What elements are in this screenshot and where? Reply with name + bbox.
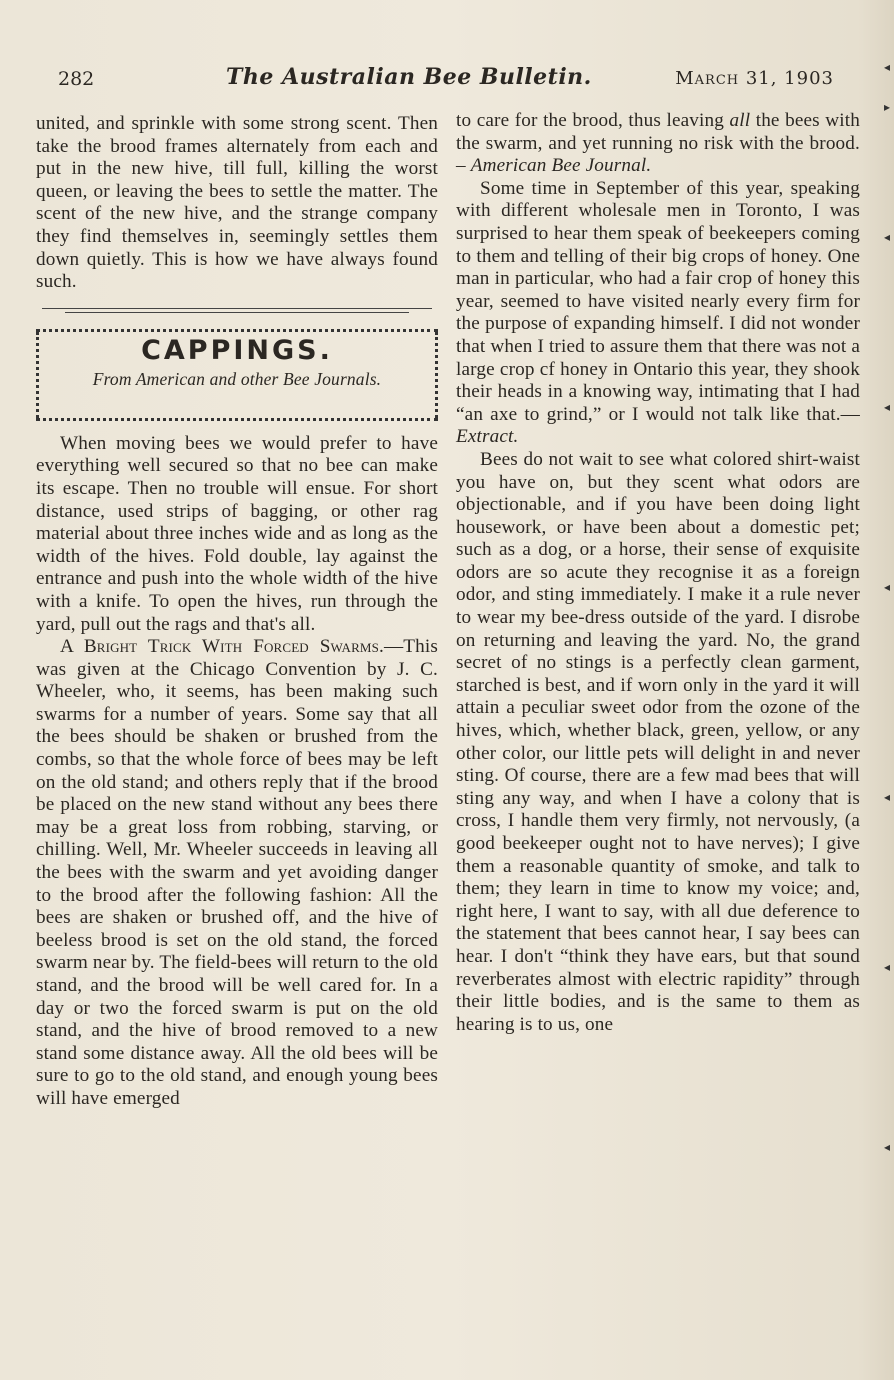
page-number: 282: [58, 68, 95, 90]
cappings-subtitle: From American and other Bee Journals.: [92, 369, 382, 390]
left-paragraph-3: [36, 636, 438, 1110]
left-paragraph-1: united, and sprinkle with some strong scent. Then take the brood frames alternately from each and put in the new hive, till full, killing the worst queen, or leaving the bees to settle the matter. The scent of the new hive, and the strange company they find themselves in, seemingly settles them down quietly. This is how we have always found such.: [36, 113, 438, 293]
page-header: [36, 62, 844, 96]
right-column: [456, 110, 860, 1036]
left-column: [36, 113, 438, 1111]
source-citation: American Bee Journal.: [470, 155, 652, 177]
journal-title: The Australian Bee Bulletin.: [226, 64, 592, 90]
cappings-heading-box: [36, 329, 438, 421]
right-paragraph-1: to care for the brood, thus leaving all the bees with the swarm, and yet running no risk with the brood. – American Bee Journal.: [456, 110, 860, 177]
right-paragraph-3: Bees do not wait to see what colored shirt-waist you have on, but they scent what odors are objectionable, and if you have been doing light housework, or have been about a domestic pet; such as a dog, or a horse, their sense of exquisite odors are so acute they recognise it as a foreign odor, and sting immediately. I make it a rule never to wear my bee-dress outside of the yard. I disrobe on returning and leaving the yard. No, the grand secret of no stings is a perfectly clean garment, starched is best, and if worn only in the yard it will attain a peculiar sweet odor from the ozone of the hives, which, whether black, green, yellow, or any other color, our little pets will delight in and never sting. Of course, there are a few mad bees that will sting any way, and when I have a colony that is cross, I handle them very firmly, not nervously, (a good beekeeper ought not to have nerves); I give them a reasonable quantity of smoke, and talk to them; they learn in time to know my voice; and, right here, I want to say, with all due deference to the statement that bees cannot hear, I say bees can hear. I don't “think they have ears, but that sound reverberates almost with electric rapidity” through their little bodies, and is the same to them as hearing is to us, one: [456, 448, 860, 1035]
forced-swarms-body: —This was given at the Chicago Convention by J. C. Wheeler, who, it seems, has been making such swarms for a number of years. Some say that all the bees should be shaken or brushed from the combs, so that the whole force of bees may be left on the old stand; and others reply that if the brood be placed on the new stand without any bees there may be a great loss from robbing, starving, or chilling. Well, Mr. Wheeler succeeds in leaving all the bees with the swarm and yet avoiding danger to the brood after the following fashion: All the bees are shaken or brushed off, and the hive of beeless brood is set on the old stand, the forced swarm near by. The field-bees will return to the old stand, and the brood will be well cared for. In a day or two the forced swarm is put on the old stand, and the hive of brood removed to a new stand some distance away. All the old bees will be sure to go to the old stand, and enough young bees will have emerged: [36, 636, 438, 1109]
forced-swarms-heading: A Bright Trick With Forced Swarms.: [60, 636, 384, 658]
source-citation: Extract.: [456, 426, 519, 448]
section-divider: [42, 308, 432, 313]
left-paragraph-2: When moving bees we would prefer to have everything well secured so that no bee can make its escape. Then no trouble will ensue. For short distance, used strips of bagging, or other rag material about three inches wide and as long as the width of the hives. Fold double, lay against the entrance and push into the whole width of the hive with a knife. To open the hives, run through the yard, pull out the rags and that's all.: [36, 432, 438, 635]
issue-date: March 31, 1903: [675, 68, 834, 89]
cappings-title: CAPPINGS.: [141, 334, 333, 366]
page-edge-marks: ◂ ▸ ◂ ◂ ◂ ◂ ◂ ◂: [883, 60, 890, 1154]
right-paragraph-2: Some time in September of this year, speaking with different wholesale men in Toronto, I was surprised to hear them speak of beekeepers coming to them and telling of their big crops of honey. One man in particular, who had a fair crop of honey this year, seemed to have visited nearly every firm for the purpose of expanding himself. I did not wonder that when I tried to assure them that there was not a large crop cf honey in Ontario this year, they shook their heads in a knowing way, intimating that I had “an axe to grind,” or I would not talk like that.—Extract.: [456, 177, 860, 448]
